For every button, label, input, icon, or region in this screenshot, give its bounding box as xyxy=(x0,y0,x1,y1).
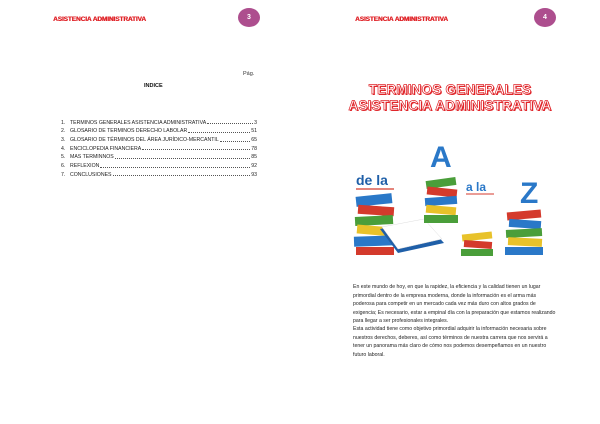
toc-entry-number: 4. xyxy=(61,145,66,152)
toc-entry[interactable] xyxy=(61,169,257,178)
toc-leader-dots xyxy=(142,149,250,150)
toc-entry-number: 1. xyxy=(61,119,66,126)
intro-paragraph: En este mundo de hoy, en que la rapidez, la eficiencia y la calidad tienen un lugar primordial dentro de la empresa moderna, donde la información es el arma más poderosa para competir en un mercado cada vez más duro con altos grados de exigencia; Es necesario, estar a empinal día con la preparación que estamos realizando para llegar a ser profesionales integrales. xyxy=(353,284,556,325)
small-book-stack xyxy=(461,231,493,256)
letter-a: A xyxy=(430,141,452,174)
toc-entry-number: 5. xyxy=(61,154,66,161)
page-number-badge: 4 xyxy=(534,8,556,27)
document-title-line-1: TERMINOS GENERALES xyxy=(368,82,532,97)
header-title: ASISTENCIA ADMINISTRATIVA xyxy=(355,16,448,23)
toc-entry-title: CONCLUSIONES xyxy=(70,171,112,178)
toc-leader-dots xyxy=(100,167,250,168)
text-de-la: de la xyxy=(356,172,388,188)
toc-entry[interactable] xyxy=(61,117,257,126)
toc-entry[interactable] xyxy=(61,126,257,135)
pag-column-label: Pág. xyxy=(243,71,255,77)
toc-leader-dots xyxy=(188,132,250,133)
text-a-la: a la xyxy=(466,180,487,194)
right-book-stack xyxy=(505,210,543,255)
toc-entry-number: 7. xyxy=(61,171,66,178)
toc-entry-page: 78 xyxy=(251,145,257,152)
index-title: INDICE xyxy=(144,83,163,89)
toc-entry-page: 51 xyxy=(251,128,257,135)
page-number-badge: 3 xyxy=(238,8,260,27)
toc-leader-dots xyxy=(220,141,250,142)
toc-entry-title: GLOSARIO DE TÉRMINOS DEL ÁREA JURÍDICO-MERCANTIL xyxy=(70,137,219,144)
toc-entry-title: REFLEXION xyxy=(70,163,100,170)
table-of-contents xyxy=(61,117,257,178)
right-page xyxy=(300,0,600,424)
toc-entry-page: 92 xyxy=(251,163,257,170)
left-book-stack xyxy=(354,193,394,255)
toc-entry-title: ENCICLOPEDIA FINANCIERA xyxy=(70,145,142,152)
toc-entry-number: 3. xyxy=(61,137,66,144)
toc-leader-dots xyxy=(207,123,253,124)
toc-leader-dots xyxy=(113,175,251,176)
letter-z: Z xyxy=(520,177,539,210)
document-title-line-2: ASISTENCIA ADMINISTRATIVA xyxy=(348,98,552,113)
toc-leader-dots xyxy=(115,158,251,159)
toc-entry-number: 2. xyxy=(61,128,66,135)
toc-entry[interactable] xyxy=(61,160,257,169)
center-book-stack xyxy=(424,177,458,223)
header-title: ASISTENCIA ADMINISTRATIVA xyxy=(53,16,146,23)
toc-entry[interactable] xyxy=(61,152,257,161)
toc-entry[interactable] xyxy=(61,134,257,143)
objective-paragraph: Esta actividad tiene como objetivo primordial adquirir la información necesaria sobre nuestros derechos, deberes, así como términos de nuestra carrera que nos servirá a tener un panorama más claro de cómo nos podemos desempeñamos en un nuestro futuro laboral. xyxy=(353,326,548,358)
toc-entry-title: MAS TERMINNOS xyxy=(70,154,114,161)
toc-entry-page: 65 xyxy=(251,137,257,144)
toc-entry-page: 93 xyxy=(251,171,257,178)
toc-entry-page: 3 xyxy=(254,119,257,126)
toc-entry-page: 85 xyxy=(251,154,257,161)
toc-entry[interactable] xyxy=(61,143,257,152)
toc-entry-title: TERMINOS GENERALES ASISTENCIA ADMINISTRATIVA xyxy=(70,119,207,126)
books-illustration xyxy=(352,133,557,258)
toc-entry-title: GLOSARIO DE TERMINOS DERECHO LABOLAR xyxy=(70,128,188,135)
toc-entry-number: 6. xyxy=(61,163,66,170)
